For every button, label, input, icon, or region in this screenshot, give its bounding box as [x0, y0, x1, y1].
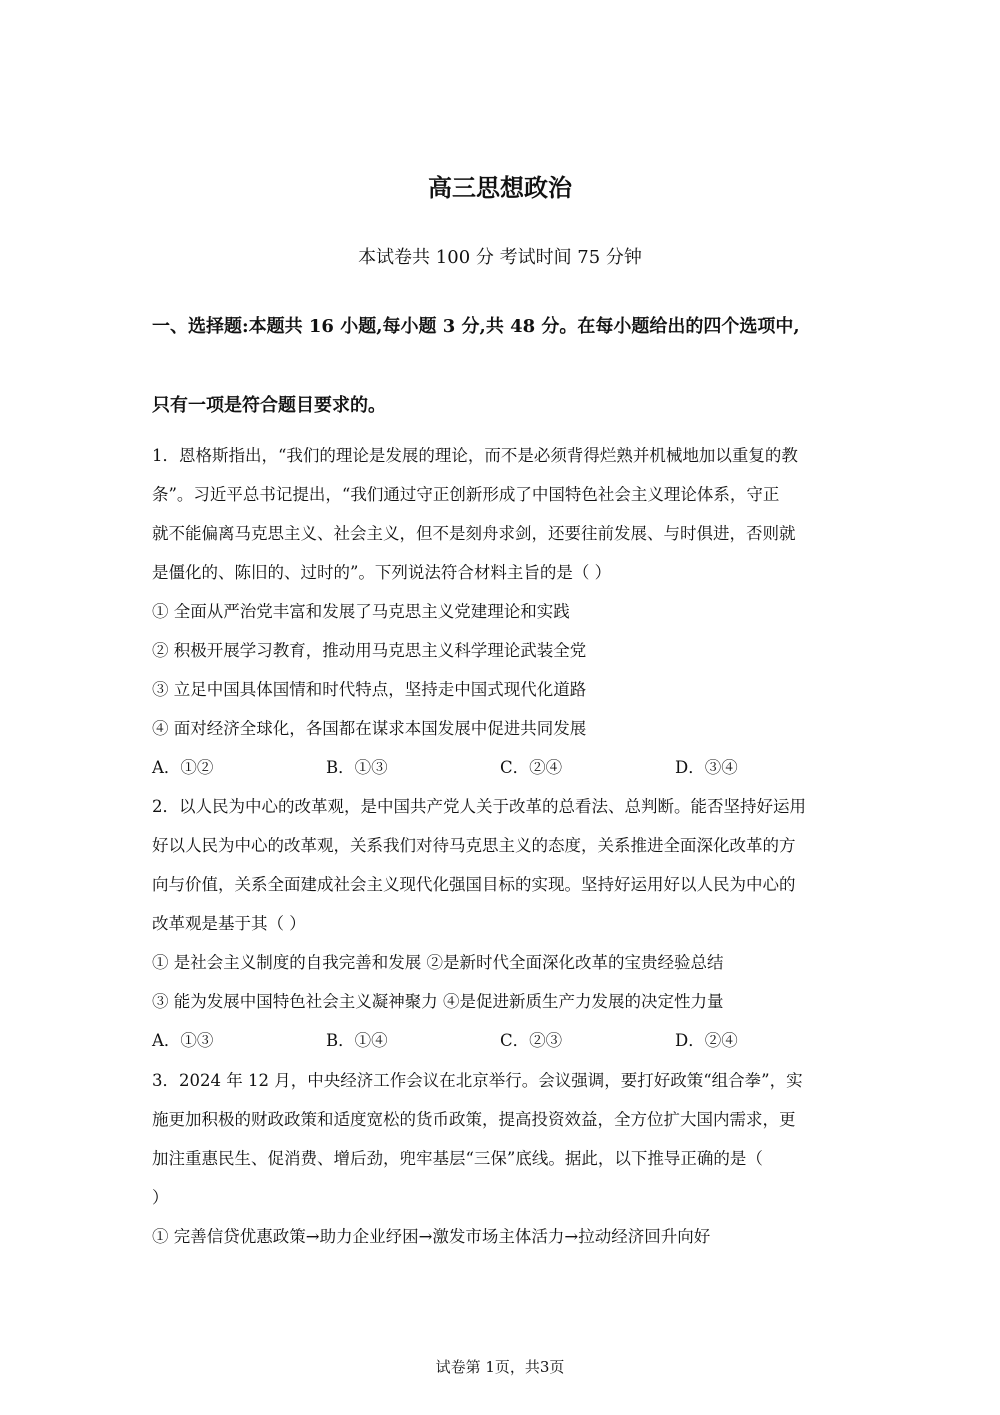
q2-option-d: D．②④ — [675, 1031, 738, 1050]
q1-stem-line: 是僵化的、陈旧的、过时的”。下列说法符合材料主旨的是（ ） — [152, 563, 612, 582]
q1-stem-line: 条”。习近平总书记提出，“我们通过守正创新形成了中国特色社会主义理论体系，守正 — [152, 485, 780, 504]
q2-stem-line: 改革观是基于其（ ） — [152, 914, 306, 933]
q3-item: ① 完善信贷优惠政策→助力企业纾困→激发市场主体活力→拉动经济回升向好 — [152, 1227, 711, 1246]
q2-option-c: C．②③ — [500, 1031, 563, 1050]
q2-option-a: A．①③ — [152, 1031, 214, 1050]
q1-option-b: B．①③ — [326, 758, 388, 777]
q2-stem-line: 2．以人民为中心的改革观，是中国共产党人关于改革的总看法、总判断。能否坚持好运用 — [152, 797, 806, 816]
q1-option-d: D．③④ — [675, 758, 738, 777]
q2-stem-line: 好以人民为中心的改革观，关系我们对待马克思主义的态度，关系推进全面深化改革的方 — [152, 836, 796, 855]
q1-item: ③ 立足中国具体国情和时代特点，坚持走中国式现代化道路 — [152, 680, 587, 699]
q2-stem-line: 向与价值，关系全面建成社会主义现代化强国目标的实现。坚持好运用好以人民为中心的 — [152, 875, 796, 894]
q2-item: ① 是社会主义制度的自我完善和发展 ②是新时代全面深化改革的宝贵经验总结 — [152, 953, 724, 972]
q2-item: ③ 能为发展中国特色社会主义凝神聚力 ④是促进新质生产力发展的决定性力量 — [152, 992, 724, 1011]
exam-subtitle: 本试卷共 100 分 考试时间 75 分钟 — [358, 247, 642, 268]
q3-stem-line: 施更加积极的财政政策和适度宽松的货币政策，提高投资效益，全方位扩大国内需求，更 — [152, 1110, 796, 1129]
q3-stem-line: ） — [152, 1188, 169, 1207]
q1-item: ④ 面对经济全球化，各国都在谋求本国发展中促进共同发展 — [152, 719, 587, 738]
page-footer: 试卷第 1页，共3页 — [435, 1358, 565, 1376]
q3-stem-line: 3．2024 年 12 月，中央经济工作会议在北京举行。会议强调，要打好政策“组合拳”，实 — [152, 1071, 803, 1090]
section-heading-line-2: 只有一项是符合题目要求的。 — [152, 395, 386, 416]
q1-stem-line: 1．恩格斯指出，“我们的理论是发展的理论，而不是必须背得烂熟并机械地加以重复的教 — [152, 446, 798, 465]
q1-option-a: A．①② — [152, 758, 214, 777]
q3-stem-line: 加注重惠民生、促消费、增后劲，兜牢基层“三保”底线。据此，以下推导正确的是（ — [152, 1149, 763, 1168]
q1-item: ② 积极开展学习教育，推动用马克思主义科学理论武装全党 — [152, 641, 587, 660]
page-title: 高三思想政治 — [428, 173, 572, 202]
q1-option-c: C．②④ — [500, 758, 563, 777]
q1-stem-line: 就不能偏离马克思主义、社会主义，但不是刻舟求剑，还要往前发展、与时俱进，否则就 — [152, 524, 796, 543]
section-heading-line-1: 一、选择题:本题共 16 小题,每小题 3 分,共 48 分。在每小题给出的四个选项中, — [152, 316, 800, 337]
q1-item: ① 全面从严治党丰富和发展了马克思主义党建理论和实践 — [152, 602, 570, 621]
q2-option-b: B．①④ — [326, 1031, 388, 1050]
